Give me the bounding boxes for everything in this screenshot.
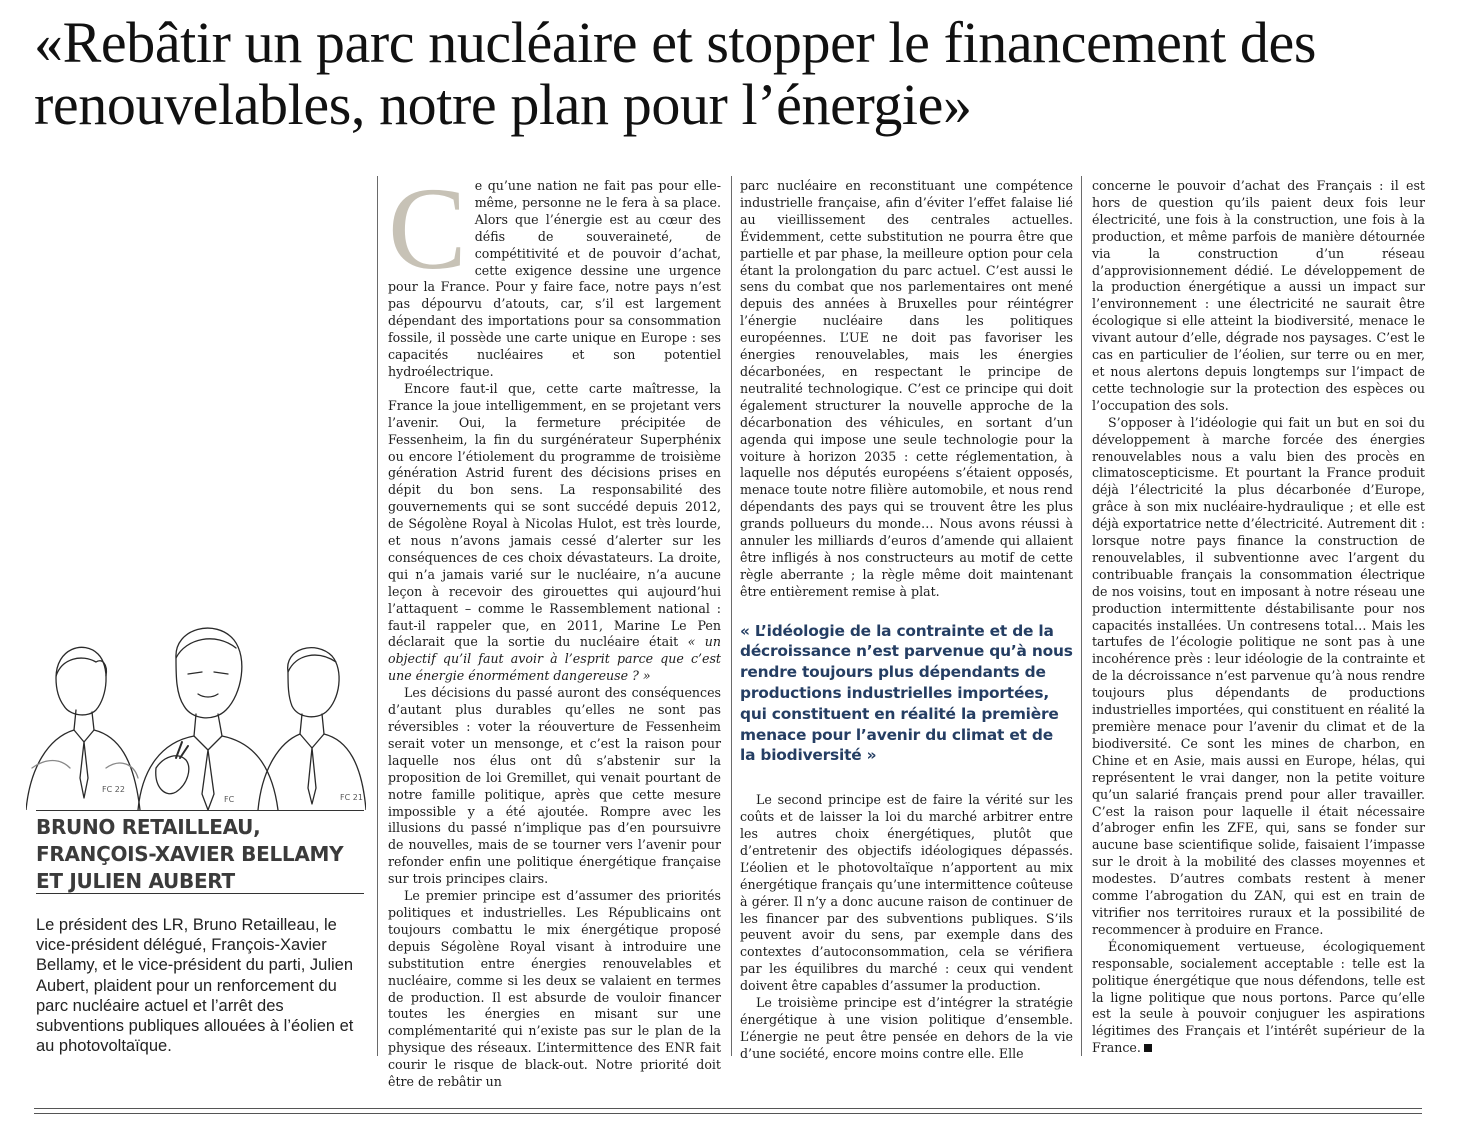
- article-paragraph: Le second principe est de faire la vérité sur les coûts et de laisser la loi du marché arbitrer entre les autres choix énergétiques, plutôt que d’entretenir des objectifs idéologiques dépassés. L’éolien et le photovoltaïque n’apportent au mix énergétique français qu’une intermittence coûteuse à gérer. Il n’y a donc aucune raison de continuer de les financer par des subventions publiques. S’ils peuvent avoir du sens, par exemple dans des contextes d’autoconsommation, cela se vérifiera par les équilibres du marché : ceux qui vendent doivent être capables d’assumer la production.: [740, 792, 1073, 994]
- author-line: ET JULIEN AUBERT: [36, 869, 235, 893]
- article-paragraph: S’opposer à l’idéologie qui fait un but en soi du développement à marche forcée des énergies renouvelables nous a valu bien des procès en climatoscepticisme. Et pourtant la France produit déjà l’électricité la plus décarbonée d’Europe, grâce à son mix nucléaire-hydraulique ; et elle est déjà exportatrice nette d’électricité. Autrement dit : lorsque notre pays finance la construction de renouvelables, il subventionne avec l’argent du contribuable français la consommation électrique de nos voisins, tout en imposant à notre réseau une production intermittente déstabilisante pour nos capacités installées. Un contresens total… Mais les tartufes de l’écologie politique ne sont pas à une incohérence près : leur idéologie de la contrainte et de la décroissance n’est parvenue qu’à nous rendre toujours plus dépendants de productions industrielles importées, qui constituent en réalité la première menace pour l’avenir du climat et de la biodiversité. Ce sont les mines de charbon, en Chine et en Asie, mais aussi en Europe, hélas, qui représentent le vrai danger, non la petite voiture qu’un salarié français prend pour aller travailler. C’est la raison pour laquelle il était nécessaire d’abroger enfin les ZFE, qui, sans se fonder sur aucune base scientifique solide, faisaient l’impasse sur le droit à la mobilité des classes moyennes et modestes. D’autres combats restent à mener comme l’abrogation du ZAN, qui est en train de vitrifier nos territoires ruraux et la possibilité de recommencer à produire en France.: [1092, 414, 1425, 937]
- article-paragraph: Le troisième principe est d’intégrer la stratégie énergétique à une vision politique d’ensemble. L’énergie ne peut être pensée en dehors de la vie d’une société, encore moins contre elle. Elle: [740, 995, 1073, 1061]
- article-paragraph: Ce qu’une nation ne fait pas pour elle-même, personne ne le fera à sa place. Alors que l’énergie est au cœur des défis de souveraineté, de compétitivité et de pouvoir d’achat, cette exigence dessine une urgence pour la France. Pour y faire face, notre pays n’est pas dépourvu d’atouts, car, s’il est largement dépendant des importations pour sa consommation fossile, il possède une carte unique en Europe : ses capacités nucléaires et son potentiel hydroélectrique.: [388, 163, 721, 379]
- author-line: FRANÇOIS-XAVIER BELLAMY: [36, 842, 344, 866]
- intro-text: Le président des LR, Bruno Retailleau, le vice-président délégué, François-Xavier Bellamy, et le vice-président du parti, Julien Aubert, plaident pour un renforcement du parc nucléaire actuel et l’arrêt des subventions publiques allouées à l’éolien et au photovoltaïque.: [36, 916, 354, 1056]
- authors-byline: [36, 814, 366, 895]
- headline: «Rebâtir un parc nucléaire et stopper le financement des renouvelables, notre plan pour l’énergie»: [34, 10, 1317, 137]
- article-paragraph: Les décisions du passé auront des conséquences d’autant plus durables qu’elles ne sont pas réversibles : voter la réouverture de Fessenheim serait voter un mensonge, et c’est la raison pour laquelle nos élus ont dû s’abstenir sur la proposition de loi Gremillet, qui venait pourtant de notre famille politique, après que cette mesure impossible y a été ajoutée. Rompre avec les illusions du passé n’implique pas d’en poursuivre de nouvelles, mais de se tourner vers l’avenir pour refonder enfin une politique énergétique française sur trois principes clairs.: [388, 685, 721, 887]
- article-paragraph: Le premier principe est d’assumer des priorités politiques et industrielles. Les Républicains ont toujours combattu le mix énergétique proposé depuis Ségolène Royal visant à introduire une substitution entre énergies renouvelables et nucléaire, comme si les deux se valaient en termes de production. Il est absurde de vouloir financer toutes les énergies en misant sur une complémentarité qui n’existe pas sur le plan de la physique des réseaux. L’intermittence des ENR fait courir le risque de black-out. Notre priorité doit être de rebâtir un: [388, 888, 721, 1090]
- authors-rule: [36, 893, 364, 894]
- pull-quote: « L’idéologie de la contrainte et de la décroissance n’est parvenue qu’à nous rendre toujours plus dépendants de productions industrielles importées, qui constituent en réalité la première menace pour l’avenir du climat et de la biodiversité »: [740, 621, 1073, 765]
- article-column-2: [740, 178, 1073, 1063]
- page-bottom-rule: [34, 1113, 1422, 1114]
- author-line: BRUNO RETAILLEAU,: [36, 815, 261, 839]
- illustration-signature: FC 22: [102, 785, 125, 794]
- article-paragraph: Encore faut-il que, cette carte maîtresse, la France la joue intelligemment, en se projetant vers l’avenir. Oui, la fermeture précipitée de Fessenheim, la fin du surgénérateur Superphénix ou encore l’étiolement du programme de troisième génération Astrid furent des décisions prises en dépit du bon sens. La responsabilité des gouvernements qui se sont succédé depuis 2012, de Ségolène Royal à Nicolas Hulot, est très lourde, et nous n’avons jamais cessé d’alerter sur les conséquences de ces choix dévastateurs. La droite, qui n’a jamais varié sur le nucléaire, n’a aucune leçon à recevoir des girouettes qui aujourd’hui l’attaquent – comme le Rassemblement national : faut-il rappeler que, en 2011, Marine Le Pen déclarait que la sortie du nucléaire était « un objectif qu’il faut avoir à l’esprit parce que c’est une énergie énormément dangereuse ? »: [388, 380, 721, 684]
- authors-rule: [36, 810, 364, 811]
- article-paragraph: concerne le pouvoir d’achat des Français : il est hors de question qu’ils paient deux fois leur électricité, une fois à la construction, une fois à la production, et même parfois de manière détournée via la construction d’un réseau d’approvisionnement dédié. Le développement de la production énergétique a aussi un impact sur l’environnement : une électricité ne saurait être écologique si elle atteint la biodiversité, menace le vivant autour d’elle, dégrade nos paysages. C’est le cas en particulier de l’éolien, sur terre ou en mer, et nous alertons depuis longtemps sur l’impact de cette technologie sur la protection des espèces ou l’occupation des sols.: [1092, 178, 1425, 413]
- illustration-signature: FC: [224, 795, 235, 804]
- authors-illustration: [26, 618, 366, 810]
- end-mark-icon: [1144, 1044, 1152, 1052]
- illustration-signature: FC 21: [340, 793, 363, 802]
- column-rule: [1081, 176, 1082, 1056]
- column-rule: [731, 176, 732, 1056]
- quote-le-pen: « un objectif qu’il faut avoir à l’esprit parce que c’est une énergie énormément dangereuse ? »: [388, 634, 721, 684]
- page-bottom-rule: [34, 1108, 1422, 1109]
- article-paragraph: Économiquement vertueuse, écologiquement responsable, socialement acceptable : telle est la politique énergétique que nous défendons, telle est la ligne politique que nous portons. Parce qu’elle est la seule à pouvoir conjuguer les aspirations légitimes des Français et l’intérêt supérieur de la France.: [1092, 938, 1425, 1056]
- article-column-3: [1092, 178, 1425, 1057]
- article-column-1: [388, 163, 721, 1091]
- article-paragraph: parc nucléaire en reconstituant une compétence industrielle française, afin d’éviter l’effet falaise lié au vieillissement des centrales actuelles. Évidemment, cette substitution ne pourra être que partielle et par phase, la meilleure option pour cela étant la prolongation du parc actuel. C’est aussi le sens du combat que nos parlementaires ont mené depuis des années à Bruxelles pour réintégrer l’énergie nucléaire dans les politiques européennes. L’UE ne doit pas favoriser les énergies renouvelables, mais les énergies décarbonées, en respectant le principe de neutralité technologique. C’est ce principe qui doit également structurer la nouvelle approche de la décarbonation des véhicules, en sortant d’un agenda qui impose une seule technologie pour la voiture à horizon 2035 : cette réglementation, à laquelle nos députés européens s’étaient opposés, menace toute notre filière automobile, et nous rend dépendants des pays qui se trouvent être les plus grands pollueurs du monde… Nous avons réussi à annuler les milliards d’euros d’amende qui allaient être infligés à nos constructeurs au motif de cette règle aberrante ; la règle même doit maintenant être entièrement remise à plat.: [740, 178, 1073, 599]
- drop-cap: C: [388, 163, 467, 294]
- column-rule: [377, 176, 378, 1056]
